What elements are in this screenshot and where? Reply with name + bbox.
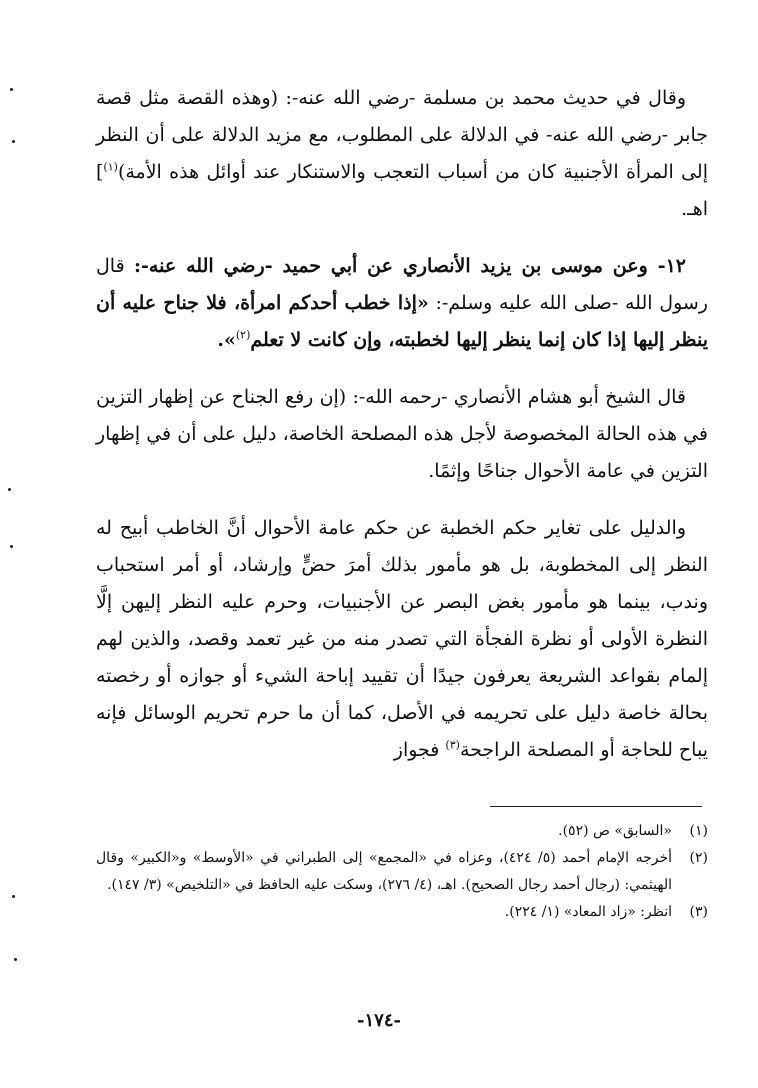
footnote-number: (١) xyxy=(689,823,708,839)
hadith-chain: ١٢- وعن موسى بن يزيد الأنصاري عن أبي حميد -رضي الله عنه-: xyxy=(134,255,687,277)
footnote-number: (٣) xyxy=(689,904,708,920)
main-text xyxy=(96,80,708,789)
scan-speck xyxy=(10,88,13,91)
footnote-ref-1: (١) xyxy=(103,160,118,174)
hadith-close: ». xyxy=(217,329,236,351)
scan-speck xyxy=(10,545,13,548)
scan-speck xyxy=(8,488,11,491)
paragraph-4 xyxy=(96,510,708,769)
footnote-ref-3: (٣) xyxy=(445,738,460,752)
scan-speck xyxy=(12,895,15,898)
footnote-divider xyxy=(490,806,702,807)
hadith-intro: قال رسول الله -صلى الله عليه وسلم-: xyxy=(96,255,708,314)
footnote-1 xyxy=(96,818,708,845)
page-number: -١٧٤- xyxy=(357,1010,401,1031)
footnote-2 xyxy=(96,845,708,899)
footnotes xyxy=(96,818,708,926)
footnote-ref-2: (٢) xyxy=(235,328,251,342)
paragraph-1 xyxy=(96,80,708,228)
para1-tail: ] اهـ. xyxy=(96,161,708,220)
footnote-3 xyxy=(96,899,708,926)
hadith-text: «إذا خطب أحدكم امرأة، فلا جناح عليه أن ينظر إليها إذا كان إنما ينظر إليها لخطبته، وإن كانت لا تعلم xyxy=(96,292,708,351)
para4-text: والدليل على تغاير حكم الخطبة عن حكم عامة الأحوال أنَّ الخاطب أبيح له النظر إلى المخطوبة، بل هو مأمور بذلك أمرَ حضٍّ وإرشاد، أو أمر استحباب وندب، بينما هو مأمور بغض البصر عن الأجنبيات، وحرم عليه النظر إليهن إلَّا النظرة الأولى أو نظرة الفجأة التي تصدر منه من غير تعمد وقصد، والذين لهم إلمام بقواعد الشريعة يعرفون جيدًا أن تقييد إباحة الشيء أو جوازه أو رخصته بحالة خاصة دليل على تحريمه في الأصل، كما أن ما حرم تحريم الوسائل فإنه يباح للحاجة أو المصلحة الراجحة xyxy=(96,517,708,761)
footnote-text: «السابق» ص (٥٢). xyxy=(558,823,672,839)
footnote-text: أخرجه الإمام أحمد (٥/ ٤٢٤)، وعزاه في «المجمع» إلى الطبراني في «الأوسط» و«الكبير» وقال الهيثمي: (رجال أحمد رجال الصحيح). اهـ، (٤/ ٢٧٦)، وسكت عليه الحافظ في «التلخيص» (٣/ ١٤٧). xyxy=(96,850,672,893)
scan-speck xyxy=(14,958,17,961)
paragraph-2 xyxy=(96,248,708,359)
scan-speck xyxy=(12,140,15,143)
footnote-text: انظر: «زاد المعاد» (١/ ٢٢٤). xyxy=(504,904,672,920)
footnote-number: (٢) xyxy=(689,850,708,866)
para4-tail: فجواز xyxy=(393,739,446,761)
para1-text: وقال في حديث محمد بن مسلمة -رضي الله عنه-: (وهذه القصة مثل قصة جابر -رضي الله عنه- في الدلالة على المطلوب، مع مزيد الدلالة على أن النظر إلى المرأة الأجنبية كان من أسباب التعجب والاستنكار عند أوائل هذه الأمة) xyxy=(96,87,708,183)
paragraph-3 xyxy=(96,379,708,490)
para3-text: قال الشيخ أبو هشام الأنصاري -رحمه الله-: (إن رفع الجناح عن إظهار التزين في هذه الحالة المخصوصة لأجل هذه المصلحة الخاصة، دليل على أن في إظهار التزين في عامة الأحوال جناحًا وإثمًا. xyxy=(96,386,708,482)
